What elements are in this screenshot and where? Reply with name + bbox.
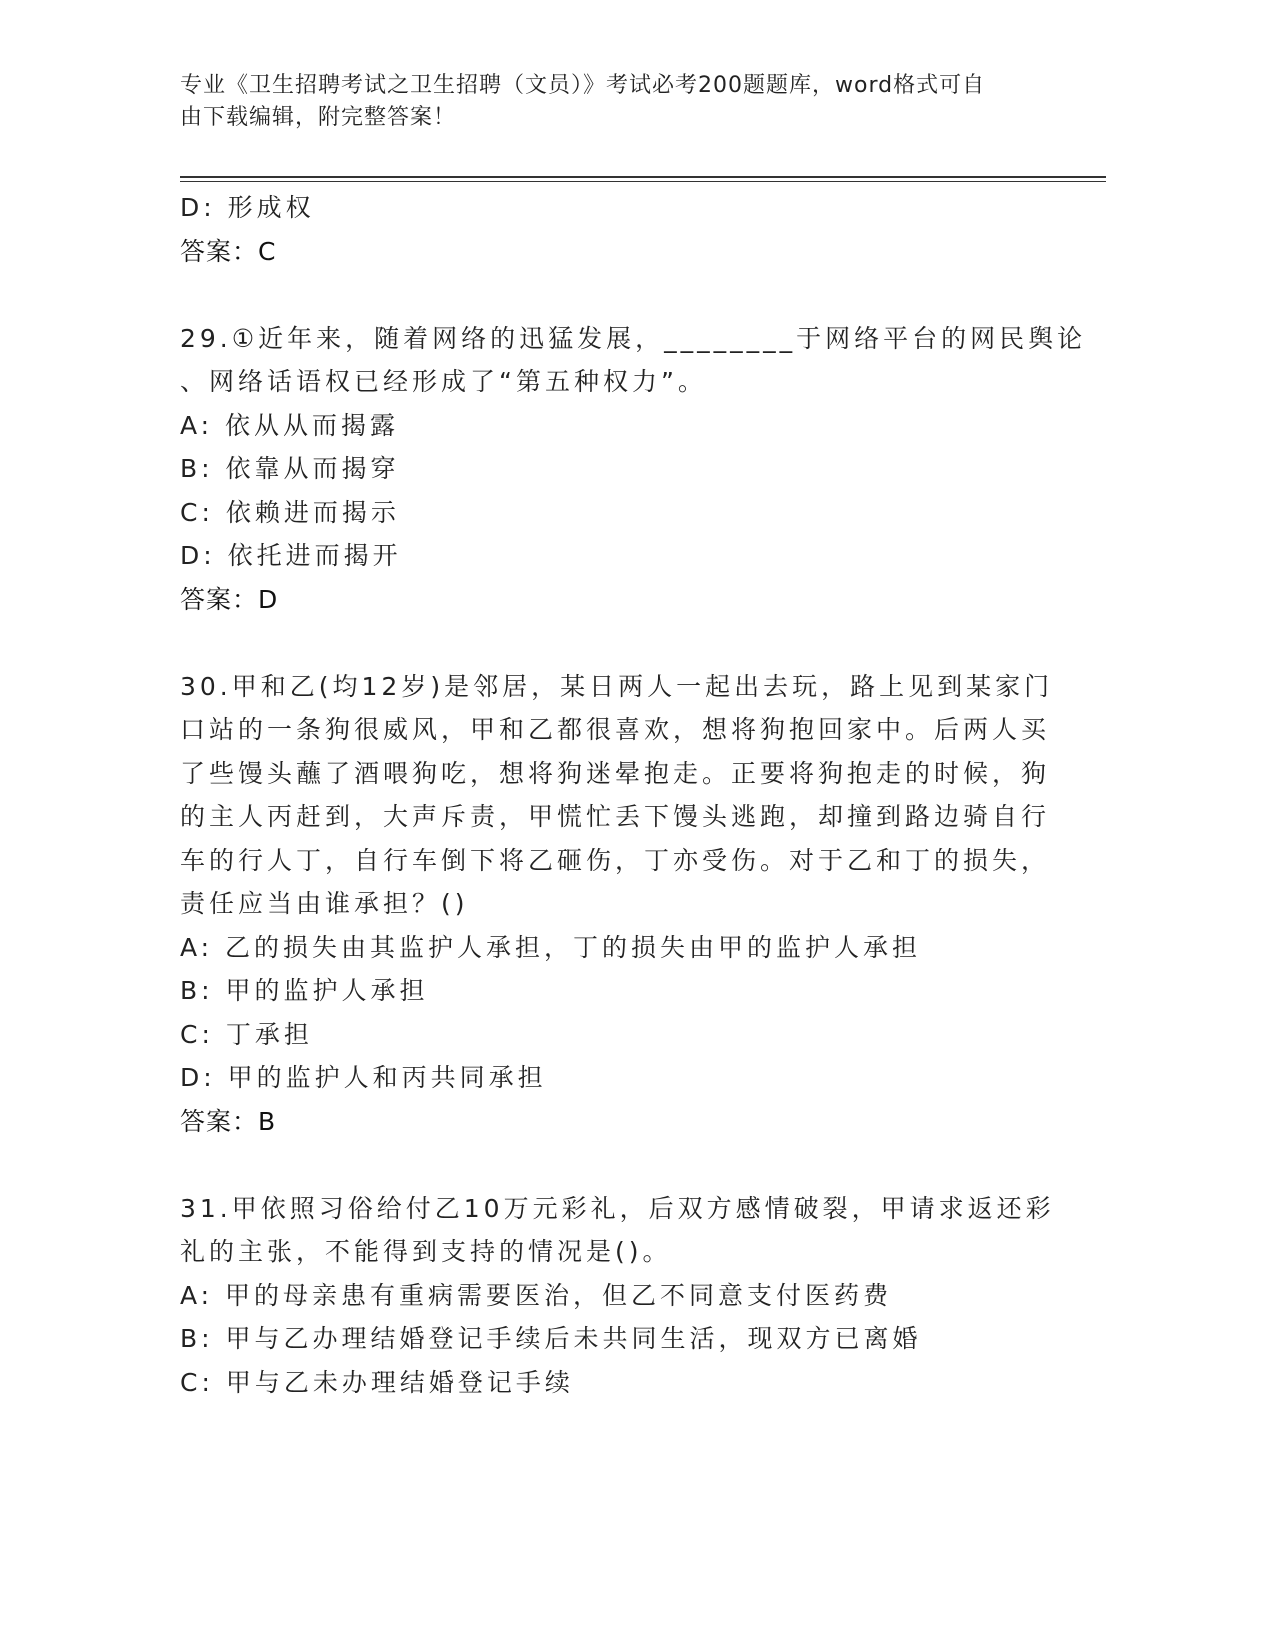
document-header <box>180 70 1040 134</box>
spacer <box>180 621 1060 665</box>
question-text-line: 、网络话语权已经形成了“第五种权力”。 <box>180 367 707 396</box>
question-31 <box>180 1187 1060 1405</box>
spacer <box>180 1143 1060 1187</box>
question-text-line: 礼的主张，不能得到支持的情况是()。 <box>180 1237 672 1266</box>
answer-line: 答案：B <box>180 1106 277 1136</box>
option-d: D: 形成权 <box>180 193 315 222</box>
option-b: B: 甲与乙办理结婚登记手续后未共同生活，现双方已离婚 <box>180 1324 922 1353</box>
document-body <box>180 186 1087 1404</box>
header-rule-thin <box>180 181 1106 182</box>
question-text-line: 车的行人丁，自行车倒下将乙砸伤，丁亦受伤。对于乙和丁的损失， <box>180 845 1051 875</box>
question-29 <box>180 317 1087 622</box>
option-b: B: 甲的监护人承担 <box>180 976 429 1005</box>
option-a: A: 乙的损失由其监护人承担，丁的损失由甲的监护人承担 <box>180 932 922 962</box>
answer-line: 答案：C <box>180 236 277 266</box>
question-30 <box>180 665 1060 1144</box>
option-a: A: 依从从而揭露 <box>180 410 400 440</box>
header-line-2: 由下载编辑，附完整答案！ <box>180 105 457 130</box>
question-text-line: 31.甲依照习俗给付乙10万元彩礼，后双方感情破裂，甲请求返还彩 <box>180 1193 1055 1223</box>
header-rule-thick <box>180 176 1106 178</box>
question-text-line: 30.甲和乙(均12岁)是邻居，某日两人一起出去玩，路上见到某家门 <box>180 671 1054 701</box>
question-text-line: 了些馒头蘸了酒喂狗吃，想将狗迷晕抱走。正要将狗抱走的时候，狗 <box>180 758 1051 788</box>
option-b: B: 依靠从而揭穿 <box>180 454 400 483</box>
header-line-1: 专业《卫生招聘考试之卫生招聘（文员）》考试必考200题题库，word格式可自 <box>180 73 986 98</box>
option-a: A: 甲的母亲患有重病需要医治，但乙不同意支付医药费 <box>180 1280 893 1310</box>
option-d: D: 依托进而揭开 <box>180 541 402 570</box>
previous-question-tail <box>180 186 1060 273</box>
question-text-line: 的主人丙赶到，大声斥责，甲慌忙丢下馒头逃跑，却撞到路边骑自行 <box>180 802 1051 831</box>
option-c: C: 丁承担 <box>180 1019 313 1049</box>
spacer <box>180 273 1060 317</box>
option-c: C: 依赖进而揭示 <box>180 497 400 527</box>
question-text-line: 口站的一条狗很威风，甲和乙都很喜欢，想将狗抱回家中。后两人买 <box>180 715 1051 744</box>
option-d: D: 甲的监护人和丙共同承担 <box>180 1063 547 1092</box>
question-text-line: 责任应当由谁承担？() <box>180 889 469 918</box>
answer-line: 答案：D <box>180 584 279 614</box>
option-c: C: 甲与乙未办理结婚登记手续 <box>180 1367 574 1397</box>
question-text-line: 29.①近年来，随着网络的迅猛发展，________于网络平台的网民舆论 <box>180 323 1087 353</box>
